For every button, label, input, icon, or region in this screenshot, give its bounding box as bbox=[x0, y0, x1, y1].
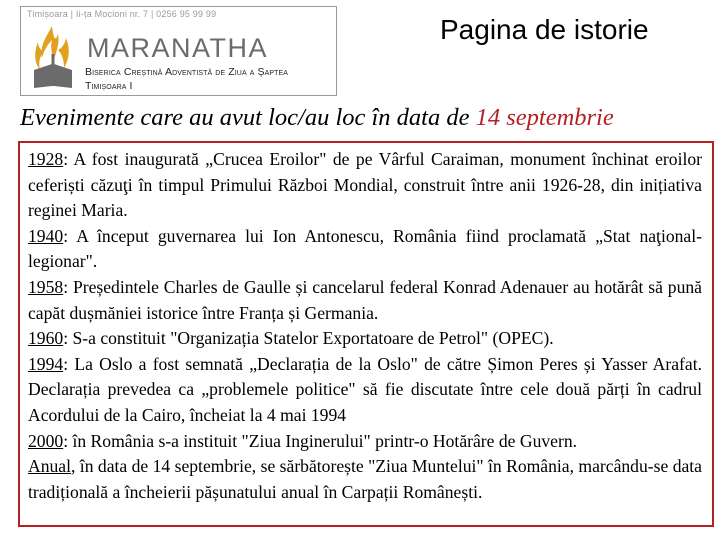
list-item bbox=[28, 224, 702, 275]
list-item bbox=[28, 454, 702, 505]
event-year: 2000 bbox=[28, 430, 64, 451]
logo-subtitle-line2: Timișoara I bbox=[85, 80, 133, 92]
list-item bbox=[28, 352, 702, 429]
event-text: : A fost inaugurată „Crucea Eroilor" de pe Vârful Caraiman, monument închinat eroilor ceferiști căzuţi în timpul Primului Război Mondial, construit între anii 1926-28, din inițiativa reginei Maria. bbox=[28, 149, 702, 221]
list-item bbox=[28, 275, 702, 326]
event-year: 1928 bbox=[28, 149, 64, 169]
event-text: : A început guvernarea lui Ion Antonescu, România fiind proclamată „Stat naţional-legionar". bbox=[28, 225, 702, 272]
list-item bbox=[28, 326, 702, 352]
adventist-flame-book-icon bbox=[30, 24, 76, 90]
list-item bbox=[28, 429, 702, 455]
logo-subtitle-line1: Biserica Creștină Adventistă de Ziua a Șaptea bbox=[85, 66, 289, 78]
event-text: , în data de 14 septembrie, se sărbătorește "Ziua Muntelui" în România, marcându-se data tradițională a încheierii pășunatului anual în Carpații Românești. bbox=[28, 456, 702, 502]
event-year: 1994 bbox=[28, 353, 64, 374]
heading-date: 14 septembrie bbox=[475, 104, 614, 131]
events-list bbox=[18, 141, 714, 527]
event-year: 1958 bbox=[28, 276, 64, 297]
list-item bbox=[28, 147, 702, 224]
event-text: : La Oslo a fost semnată „Declarația de la Oslo" de către Șimon Peres și Yasser Arafat. Declarația prevedea ca „problemele politice" să fie discutate între cele două părți în cadrul Acordului de la Cairo, încheiat la 4 mai 1994 bbox=[28, 353, 702, 425]
event-year: 1960 bbox=[28, 328, 64, 349]
event-text: : Președintele Charles de Gaulle și cancelarul federal Konrad Adenauer au hotărât să pună capăt dușmăniei istorice între Franța și Germania. bbox=[28, 276, 702, 323]
logo-name: MARANATHA bbox=[87, 33, 269, 63]
logo-contact-line: Timișoara | Ii-ța Mocioni nr. 7 | 0256 95 99 99 bbox=[27, 9, 217, 19]
events-heading bbox=[20, 104, 614, 132]
page-title: Pagina de istorie bbox=[440, 14, 649, 45]
event-year: 1940 bbox=[28, 225, 64, 246]
event-text: : S-a constituit "Organizația Statelor Exportatoare de Petrol" (OPEC). bbox=[63, 328, 554, 349]
church-logo bbox=[20, 6, 337, 96]
heading-text: Evenimente care au avut loc/au loc în data de bbox=[20, 104, 476, 131]
event-year: Anual bbox=[28, 456, 71, 477]
event-text: : în România s-a instituit "Ziua Inginerului" printr-o Hotărâre de Guvern. bbox=[63, 430, 578, 451]
